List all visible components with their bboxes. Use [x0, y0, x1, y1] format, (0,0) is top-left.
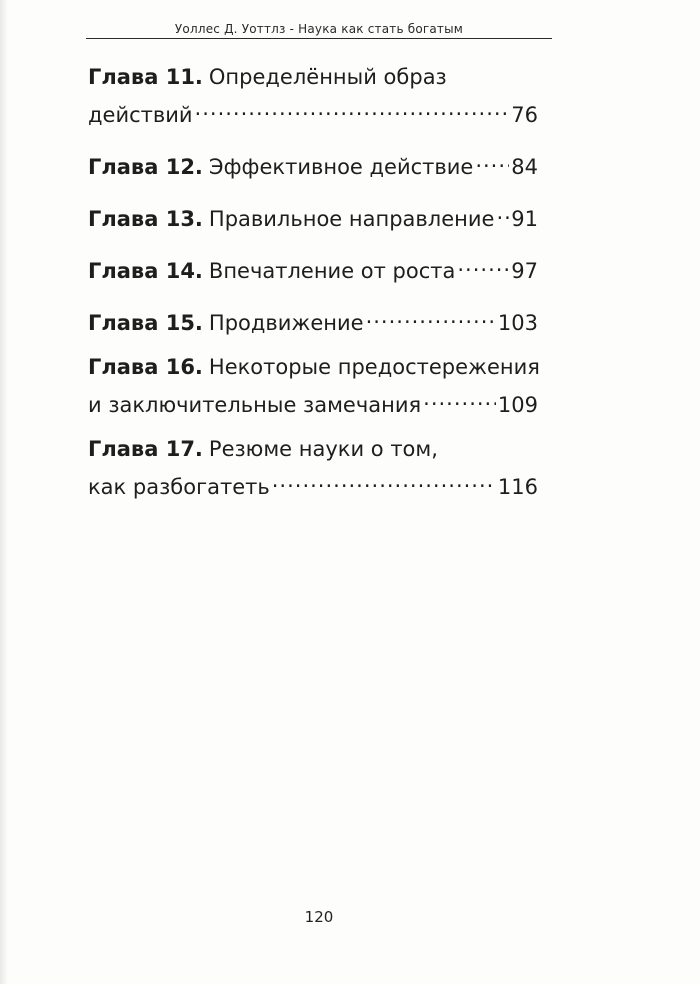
chapter-title: Продвижение — [208, 311, 364, 335]
page-reference: 103 — [497, 311, 538, 335]
chapter-number: Глава 14. — [88, 259, 203, 283]
chapter-title: Некоторые предостережения — [208, 355, 540, 379]
chapter-title: Правильное направление — [208, 207, 495, 231]
page-number: 120 — [304, 908, 334, 926]
chapter-number: Глава 12. — [88, 155, 203, 179]
page-reference: 116 — [497, 475, 538, 499]
dot-leader — [272, 464, 496, 494]
toc-entry-chapter-14 — [88, 248, 538, 286]
chapter-title-continued: и заключительные замечания — [88, 393, 422, 417]
dot-leader — [496, 196, 509, 226]
dot-leader — [475, 144, 509, 174]
chapter-number: Глава 11. — [88, 65, 203, 89]
chapter-title: Определённый образ — [208, 65, 447, 89]
chapter-title: Эффективное действие — [208, 155, 474, 179]
chapter-title-continued: действий — [88, 103, 193, 127]
chapter-title: Резюме науки о том, — [208, 437, 438, 461]
page-reference: 91 — [511, 207, 538, 231]
dot-leader — [457, 248, 509, 278]
table-of-contents — [88, 62, 538, 516]
toc-entry-chapter-16 — [88, 352, 538, 420]
page-reference: 76 — [511, 103, 538, 127]
running-header: Уоллес Д. Уоттлз - Наука как стать богатым — [174, 22, 464, 36]
header-rule — [86, 38, 552, 39]
chapter-number: Глава 13. — [88, 207, 203, 231]
page-reference: 84 — [511, 155, 538, 179]
toc-entry-chapter-12 — [88, 144, 538, 182]
dot-leader — [195, 92, 510, 122]
toc-entry-chapter-17 — [88, 434, 538, 502]
dot-leader — [423, 382, 496, 412]
dot-leader — [366, 300, 496, 330]
toc-entry-chapter-13 — [88, 196, 538, 234]
toc-entry-chapter-15 — [88, 300, 538, 338]
chapter-title: Впечатление от роста — [208, 259, 456, 283]
toc-entry-chapter-11 — [88, 62, 538, 130]
chapter-number: Глава 17. — [88, 437, 203, 461]
chapter-number: Глава 15. — [88, 311, 203, 335]
page-edge-shadow — [0, 0, 8, 984]
chapter-title-continued: как разбогатеть — [88, 475, 270, 499]
chapter-number: Глава 16. — [88, 355, 203, 379]
page-reference: 109 — [497, 393, 538, 417]
page-reference: 97 — [511, 259, 538, 283]
